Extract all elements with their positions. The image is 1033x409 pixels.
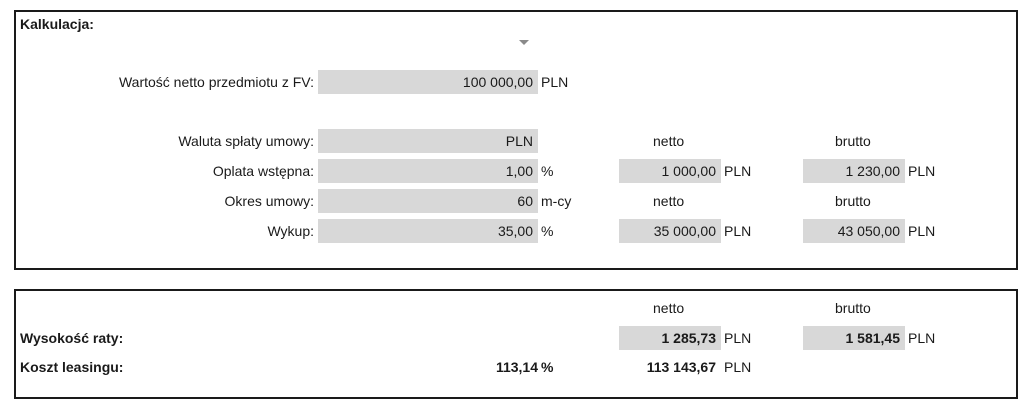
installment-netto-unit: PLN	[724, 330, 752, 346]
currency-select[interactable]: PLN	[318, 129, 538, 153]
initial-fee-percent-unit: %	[541, 163, 554, 179]
result-netto-header: netto	[653, 300, 685, 316]
leasing-cost-amount-unit: PLN	[724, 359, 752, 375]
leasing-cost-percent-unit: %	[541, 359, 554, 375]
term-label: Okres umowy:	[224, 193, 314, 209]
net-value-unit: PLN	[541, 74, 569, 90]
net-value-input[interactable]: 100 000,00	[318, 70, 538, 94]
installment-brutto: 1 581,45	[803, 326, 905, 350]
currency-label: Waluta spłaty umowy:	[178, 133, 314, 149]
buyout-netto: 35 000,00	[619, 219, 721, 243]
installment-label: Wysokość raty:	[20, 330, 124, 346]
initial-fee-brutto-unit: PLN	[908, 163, 936, 179]
term-unit: m-cy	[541, 193, 572, 209]
buyout-netto-unit: PLN	[724, 223, 752, 239]
result-brutto-header: brutto	[835, 300, 871, 316]
buyout-percent-input[interactable]: 35,00	[318, 219, 538, 243]
leasing-cost-percent: 113,14	[495, 359, 538, 375]
brutto-column-header: brutto	[835, 133, 871, 149]
leasing-cost-amount: 113 143,67	[646, 359, 716, 375]
installment-brutto-unit: PLN	[908, 330, 936, 346]
leasing-cost-label: Koszt leasingu:	[20, 359, 124, 375]
buyout-percent-unit: %	[541, 223, 554, 239]
initial-fee-netto-unit: PLN	[724, 163, 752, 179]
dropdown-caret-icon[interactable]	[519, 40, 529, 45]
term-input[interactable]: 60	[318, 189, 538, 213]
initial-fee-label: Oplata wstępna:	[212, 163, 314, 179]
net-value-label: Wartość netto przedmiotu z FV:	[118, 74, 314, 90]
netto-column-header-2: netto	[653, 193, 685, 209]
buyout-brutto: 43 050,00	[803, 219, 905, 243]
initial-fee-netto: 1 000,00	[619, 159, 721, 183]
initial-fee-percent-input[interactable]: 1,00	[318, 159, 538, 183]
buyout-label: Wykup:	[267, 223, 314, 239]
calculation-title: Kalkulacja:	[20, 16, 94, 32]
initial-fee-brutto: 1 230,00	[803, 159, 905, 183]
installment-netto: 1 285,73	[619, 326, 721, 350]
brutto-column-header-2: brutto	[835, 193, 871, 209]
netto-column-header: netto	[653, 133, 685, 149]
buyout-brutto-unit: PLN	[908, 223, 936, 239]
